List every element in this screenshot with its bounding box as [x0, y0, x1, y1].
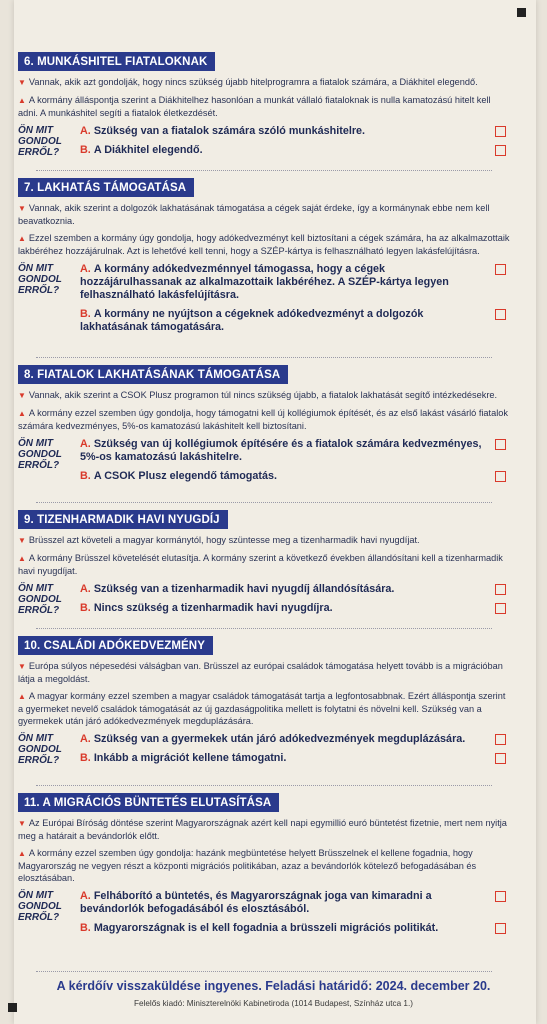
section-title: 11. A MIGRÁCIÓS BÜNTETÉS ELUTASÍTÁSA: [18, 793, 279, 812]
option-letter: B.: [80, 922, 91, 934]
option-text: A kormány adókedvezménnyel támogassa, hogy a cégek hozzájárulhassanak az alkalmazottaik lakbéréhez. A SZÉP-kártya legyen felhasználható lakásfelújításra.: [80, 263, 449, 301]
checkbox-option-a[interactable]: [495, 126, 506, 137]
question-section: [18, 510, 510, 619]
option-text: Inkább a migrációt kellene támogatni.: [93, 752, 287, 764]
section-divider: [36, 971, 492, 972]
paragraph-text: A kormány ezzel szemben úgy gondolja: hazánk megbüntetése helyett Brüsszelnek el kellene fogadnia, hogy Magyarország ne vegyen részt a központi migrációs politikában, azaz a bevándorlók kötelező befogadásában és elosztásában.: [18, 848, 477, 883]
section-title: 9. TIZENHARMADIK HAVI NYUGDÍJ: [18, 510, 228, 529]
paragraph-text: Vannak, akik azt gondolják, hogy nincs szükség újabb hitelprogramra a fiatalok számára, a Diákhitel elegendő.: [28, 77, 478, 87]
paragraph-text: Vannak, akik szerint a dolgozók lakhatásának támogatása a cégek saját érdeke, így a kormánynak ebbe nem kell beavatkoznia.: [18, 203, 490, 226]
section-divider: [36, 785, 492, 786]
option-letter: B.: [80, 470, 91, 482]
option-a: [80, 890, 484, 916]
checkbox-option-a[interactable]: [495, 734, 506, 745]
option-a: [80, 125, 484, 138]
question-section: [18, 793, 510, 941]
paragraph-text: Ezzel szemben a kormány úgy gondolja, hogy adókedvezményt kell biztosítani a cégek számára, ha az alkalmazottaik lakbéréhez hozzájárulnak. Azt is lehetővé kell tenni, hogy a SZÉP-kártya is felhasználható legyen lakásfelújításra.: [18, 233, 510, 256]
question-label: ÖN MIT GONDOL ERRŐL?: [18, 125, 62, 158]
checkbox-option-a[interactable]: [495, 891, 506, 902]
option-text: Magyarországnak is el kell fogadnia a brüsszeli migrációs politikát.: [93, 922, 439, 934]
question-label: ÖN MIT GONDOL ERRŐL?: [18, 438, 62, 471]
opposing-view-text: [18, 202, 510, 227]
option-text: Nincs szükség a tizenharmadik havi nyugdíjra.: [93, 602, 333, 614]
triangle-down-icon: ▼: [18, 204, 26, 213]
government-view-text: [18, 407, 510, 432]
registration-mark-top: [517, 8, 526, 17]
opposing-view-text: [18, 534, 510, 547]
checkbox-option-a[interactable]: [495, 584, 506, 595]
triangle-down-icon: ▼: [18, 78, 26, 87]
government-view-text: [18, 232, 510, 257]
option-letter: B.: [80, 752, 91, 764]
answer-area: [18, 733, 510, 769]
section-divider: [36, 628, 492, 629]
section-title: 6. MUNKÁSHITEL FIATALOKNAK: [18, 52, 215, 71]
checkbox-option-b[interactable]: [495, 603, 506, 614]
triangle-up-icon: ▲: [18, 692, 26, 701]
option-a: [80, 733, 484, 746]
answer-area: [18, 583, 510, 619]
option-text: Felháborító a büntetés, és Magyarországnak joga van kimaradni a bevándorlók befogadásából és elosztásából.: [80, 890, 432, 915]
opposing-view-text: [18, 660, 510, 685]
checkbox-option-b[interactable]: [495, 923, 506, 934]
paragraph-text: A kormány ezzel szemben úgy gondolja, hogy támogatni kell új kollégiumok építését, és az első lakást vásárló fiatalok számára kedvezményes, 5%-os kamatozású lakáshitelt kell biztosítani.: [18, 408, 508, 431]
option-b: [80, 470, 484, 483]
checkbox-option-a[interactable]: [495, 264, 506, 275]
question-section: [18, 178, 510, 340]
opposing-view-text: [18, 76, 510, 89]
section-title: 8. FIATALOK LAKHATÁSÁNAK TÁMOGATÁSA: [18, 365, 288, 384]
answer-area: [18, 263, 510, 334]
checkbox-option-a[interactable]: [495, 439, 506, 450]
checkbox-option-b[interactable]: [495, 753, 506, 764]
option-letter: A.: [80, 890, 91, 902]
paragraph-text: Vannak, akik szerint a CSOK Plusz programon túl nincs szükség újabb, a fiatalok lakhatását segítő intézkedésekre.: [28, 390, 498, 400]
checkbox-option-b[interactable]: [495, 471, 506, 482]
option-text: Szükség van a fiatalok számára szóló munkáshitelre.: [93, 125, 366, 137]
checkbox-option-b[interactable]: [495, 145, 506, 156]
triangle-up-icon: ▲: [18, 234, 26, 243]
option-letter: A.: [80, 733, 91, 745]
option-b: [80, 922, 484, 935]
triangle-up-icon: ▲: [18, 96, 26, 105]
paragraph-text: A magyar kormány ezzel szemben a magyar családok támogatását tartja a legfontosabbnak. Ezért álláspontja szerint a gyermeket nevelő családok támogatását az új gazdaságpolitika mellett is folytatni és növelni kell. Szükség van a gyermekek után járó adókedvezmények megduplázására.: [18, 691, 506, 726]
question-label: ÖN MIT GONDOL ERRŐL?: [18, 583, 62, 616]
government-view-text: [18, 94, 510, 119]
option-letter: A.: [80, 263, 91, 275]
question-section: [18, 52, 510, 161]
section-title: 10. CSALÁDI ADÓKEDVEZMÉNY: [18, 636, 213, 655]
section-divider: [36, 502, 492, 503]
option-text: A Diákhitel elegendő.: [93, 144, 203, 156]
option-text: Szükség van a tizenharmadik havi nyugdíj állandósítására.: [93, 583, 395, 595]
option-b: [80, 144, 484, 157]
triangle-up-icon: ▲: [18, 849, 26, 858]
section-divider: [36, 170, 492, 171]
government-view-text: [18, 847, 510, 884]
paragraph-text: Brüsszel azt követeli a magyar kormánytól, hogy szüntesse meg a tizenharmadik havi nyugdíjat.: [28, 535, 420, 545]
option-b: [80, 602, 484, 615]
paragraph-text: A kormány álláspontja szerint a Diákhitelhez hasonlóan a munkát vállaló fiataloknak is nulla kamatozású hitelt kell adni. A munkáshitel segíti a fiatalok életkezdését.: [18, 95, 491, 118]
question-label: ÖN MIT GONDOL ERRŐL?: [18, 263, 62, 296]
option-b: [80, 752, 484, 765]
question-label: ÖN MIT GONDOL ERRŐL?: [18, 890, 62, 923]
paragraph-text: Az Európai Bíróság döntése szerint Magyarországnak azért kell napi egymillió euró büntetést fizetnie, mert nem nyitja meg a határait a bevándorlók előtt.: [18, 818, 507, 841]
question-label: ÖN MIT GONDOL ERRŐL?: [18, 733, 62, 766]
question-section: [18, 365, 510, 489]
triangle-down-icon: ▼: [18, 536, 26, 545]
option-letter: A.: [80, 125, 91, 137]
answer-area: [18, 125, 510, 161]
triangle-down-icon: ▼: [18, 662, 26, 671]
option-a: [80, 438, 484, 464]
government-view-text: [18, 690, 510, 727]
answer-area: [18, 890, 510, 935]
triangle-up-icon: ▲: [18, 409, 26, 418]
option-text: A CSOK Plusz elegendő támogatás.: [93, 470, 277, 482]
checkbox-option-b[interactable]: [495, 309, 506, 320]
question-section: [18, 636, 510, 769]
option-text: Szükség van a gyermekek után járó adókedvezmények megduplázására.: [93, 733, 466, 745]
paragraph-text: A kormány Brüsszel követelését elutasítja. A kormány szerint a következő években állandósítani kell a tizenharmadik havi nyugdíjat.: [18, 553, 503, 576]
option-letter: B.: [80, 308, 91, 320]
option-text: A kormány ne nyújtson a cégeknek adókedvezményt a dolgozók lakhatásának támogatására.: [80, 308, 424, 333]
section-divider: [36, 357, 492, 358]
option-letter: A.: [80, 583, 91, 595]
option-text: Szükség van új kollégiumok építésére és a fiatalok számára kedvezményes, 5%-os kamatozású lakáshitelre.: [80, 438, 482, 463]
opposing-view-text: [18, 389, 510, 402]
option-letter: A.: [80, 438, 91, 450]
answer-area: [18, 438, 510, 483]
section-title: 7. LAKHATÁS TÁMOGATÁSA: [18, 178, 194, 197]
footer-publisher: Felelős kiadó: Miniszterelnöki Kabinetiroda (1014 Budapest, Színház utca 1.): [134, 999, 413, 1008]
government-view-text: [18, 552, 510, 577]
option-letter: B.: [80, 602, 91, 614]
option-a: [80, 583, 484, 596]
triangle-down-icon: ▼: [18, 819, 26, 828]
opposing-view-text: [18, 817, 510, 842]
paragraph-text: Európa súlyos népesedési válságban van. Brüsszel az európai családok támogatása helyett tovább is a migrációban látja a megoldást.: [18, 661, 503, 684]
triangle-down-icon: ▼: [18, 391, 26, 400]
option-b: [80, 308, 484, 334]
footer-deadline: A kérdőív visszaküldése ingyenes. Feladási határidő: 2024. december 20.: [56, 979, 491, 993]
triangle-up-icon: ▲: [18, 554, 26, 563]
option-a: [80, 263, 484, 302]
option-letter: B.: [80, 144, 91, 156]
